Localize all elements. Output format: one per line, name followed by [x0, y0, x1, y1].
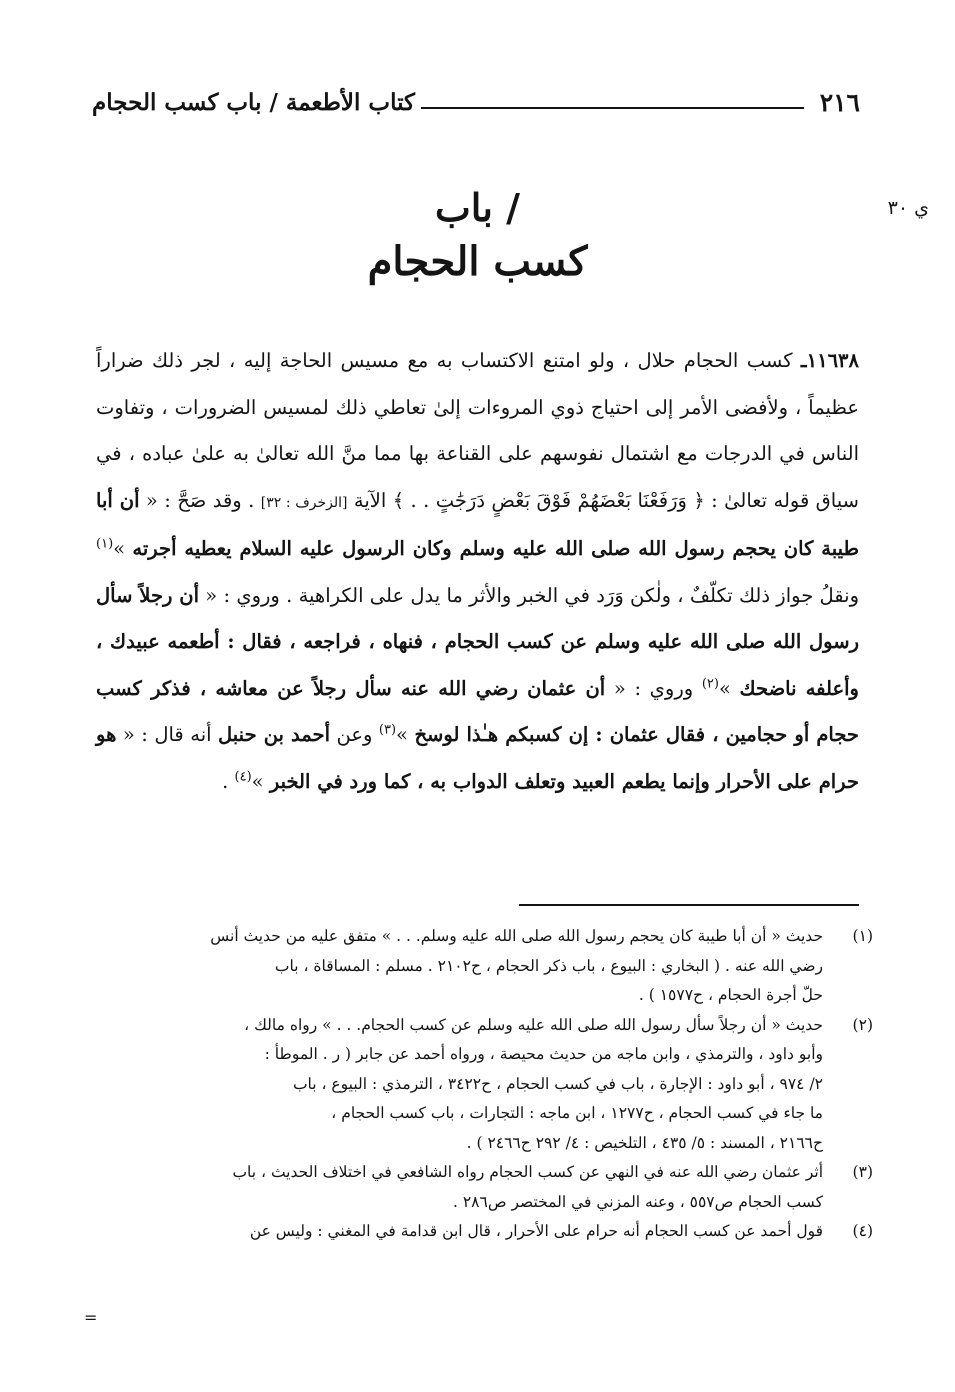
header-rule [421, 107, 804, 109]
footnote-line: حديث « أن رجلاً سأل رسول الله صلى الله عليه وسلم عن كسب الحجام. . . » رواه مالك ، [244, 1015, 823, 1034]
running-header [92, 84, 860, 120]
hadith-quote: أن رجلاً سأل رسول الله صلى الله عليه وسلم عن كسب الحجام ، فنهاه ، فراجعه ، فقال : أطعمه عبيدك ، وأعلفه ناضحك [96, 583, 859, 700]
chapter-title-line-1: / باب [434, 185, 521, 230]
footnote-number: (٤) [852, 1222, 873, 1240]
scholar-name: أحمد بن حنبل [218, 723, 331, 746]
paragraph-number: ١١٦٣٨ـ [800, 349, 859, 372]
text-run: » [718, 676, 740, 700]
footnote [96, 1217, 873, 1247]
footnote-line: حلّ أجرة الحجام ، ح١٥٧٧ ) . [638, 986, 823, 1004]
footnote-line: رضي الله عنه . ( البخاري : البيوع ، باب ذكر الحجام ، ح٢١٠٢ . مسلم : المساقاة ، باب [274, 956, 823, 975]
text-run: » [251, 769, 270, 793]
footnote-line: حديث « أن أبا طيبة كان يحجم رسول الله صلى الله عليه وسلم. . . » متفق عليه من حديث أنس [210, 927, 823, 945]
text-run: . وقد صَحَّ : « [139, 488, 261, 512]
footnote-text [96, 1217, 823, 1247]
running-title: كتاب الأطعمة / باب كسب الحجام [92, 88, 415, 116]
footnote-ref[interactable]: (٣) [378, 722, 397, 738]
footnote-line: وأبو داود ، والترمذي ، وابن ماجه من حديث محيصة ، ورواه أحمد عن جابر ( ر . الموطأ : [264, 1045, 823, 1063]
footnote-text [96, 922, 823, 1011]
footnote-text [96, 1158, 823, 1217]
text-run: وعن [330, 723, 379, 746]
footnote-text [96, 1011, 823, 1159]
footnote-number: (٢) [852, 1015, 873, 1034]
chapter-heading [200, 182, 755, 290]
footnote [96, 1158, 873, 1217]
text-run: كسب الحجام حلال ، ولو امتنع الاكتساب به مع مسيس الحاجة إليه ، لجر ذلك ضراراً عظيماً ، ولأفضى الأمر إلى احتياج ذوي المروءات إلىٰ تعاطي ذلك لمسيس الضرورات ، وتفاوت الناس في الدرجات مع اشتمال نفوسهم على القناعة بها مما منَّ الله تعالىٰ به علىٰ عباده ، في سياق قوله تعالىٰ : ﴿ وَرَفَعْنَا بَعْضَهُمْ فَوْقَ بَعْضٍ دَرَجَٰتٍ . . ﴾ الآية [96, 349, 859, 512]
footnote-line: أثر عثمان رضي الله عنه في النهي عن كسب الحجام رواه الشافعي في اختلاف الحديث ، باب [232, 1163, 823, 1181]
scholar-quote: هو حرام على الأحرار وإنما يطعم العبيد وتعلف الدواب به ، كما ورد في الخبر [96, 723, 859, 793]
footnote [96, 1011, 873, 1159]
footnote-line: ما جاء في كسب الحجام ، ح١٢٧٧ ، ابن ماجه : التجارات ، باب كسب الحجام ، [331, 1104, 823, 1122]
text-run: » [396, 723, 415, 746]
main-paragraph [96, 338, 859, 805]
chapter-title-line-2: كسب الحجام [367, 238, 588, 285]
footnote-number: (١) [852, 927, 873, 945]
footnote-line: ٢/ ٩٧٤ ، أبو داود : الإجارة ، باب في كسب الحجام ، ح٣٤٢٢ ، الترمذي : البيوع ، باب [292, 1074, 823, 1093]
footnote-line: ح٢١٦٦ ، المسند : ٥/ ٤٣٥ ، التلخيص : ٤/ ٢٩٢ ح٢٤٦٦ ) . [466, 1133, 823, 1152]
footnote-ref[interactable]: (٢) [701, 676, 719, 691]
footnote-number: (٣) [852, 1163, 873, 1181]
page-number: ٢١٦ [819, 87, 860, 117]
footnote-ref[interactable]: (١) [96, 536, 114, 552]
text-run: أنه قال : « [116, 723, 219, 746]
footnote-ref[interactable]: (٤) [234, 769, 252, 784]
footnotes [96, 922, 873, 1247]
text-run: . [222, 769, 235, 793]
hadith-quote: أن أبا طيبة كان يحجم رسول الله صلى الله عليه وسلم وكان الرسول عليه السلام يعطيه أجرته [96, 488, 859, 560]
footnote-line: قول أحمد عن كسب الحجام أنه حرام على الأحرار ، قال ابن قدامة في المغني : وليس عن [249, 1222, 823, 1240]
text-run: وروي : « [605, 676, 702, 700]
text-run: ونقلُ جواز ذلك تكلّفٌ ، ولٰكن وَرَد في الخبر والأثر ما يدل على الكراهية . وروي : « [199, 583, 859, 607]
quran-reference: [الزخرف : ٣٢] [260, 494, 348, 511]
footnote [96, 922, 873, 1011]
footnote-separator [519, 904, 859, 906]
footnote-line: كسب الحجام ص٥٥٧ ، وعنه المزني في المختصر ص٢٨٦ . [452, 1192, 823, 1211]
margin-note: ي ٣٠ [887, 197, 929, 219]
continuation-mark: = [84, 1308, 98, 1327]
text-run: » [113, 537, 133, 560]
athar-quote: أن عثمان رضي الله عنه سأل رجلاً عن معاشه ، فذكر كسب حجام أو حجامين ، فقال عثمان : إن كسبكم هـٰذا لوسخ [96, 676, 859, 746]
